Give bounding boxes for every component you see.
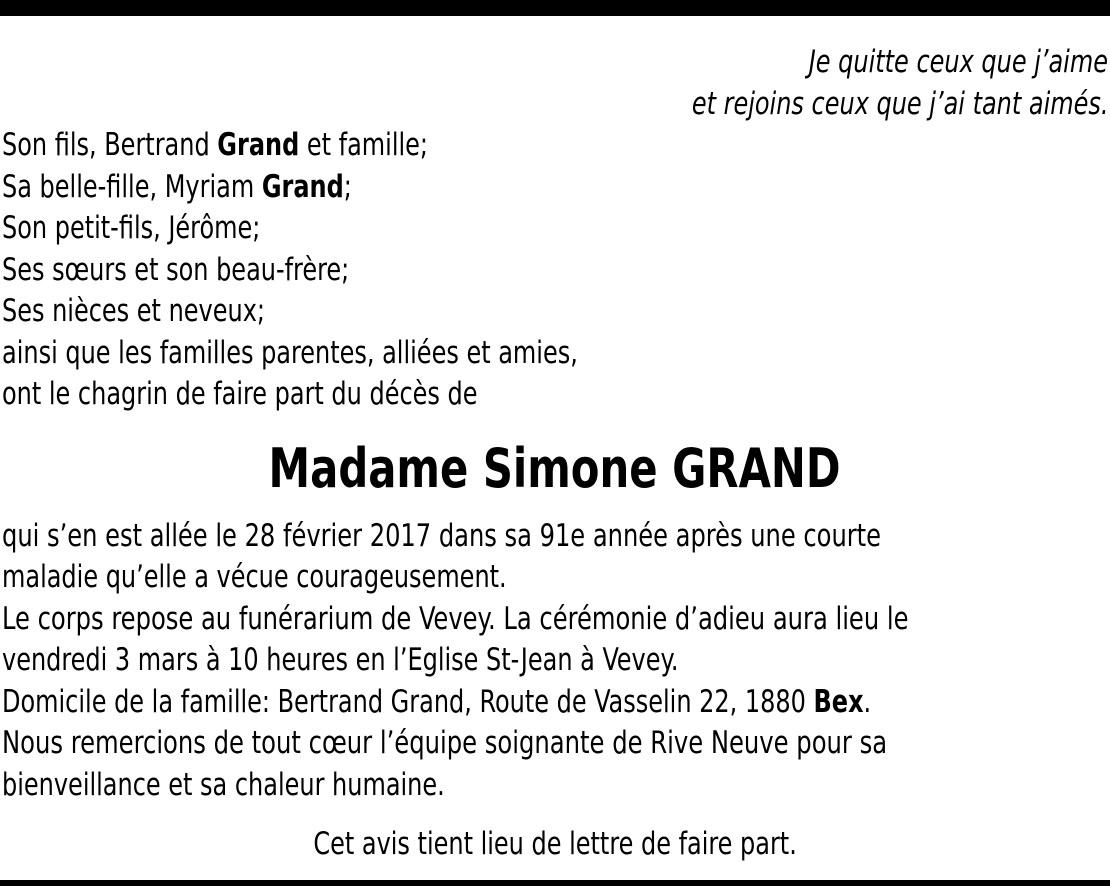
body-text: maladie qu’elle a vécue courageusement.: [2, 559, 507, 595]
mourner-line: [2, 333, 1108, 375]
mourner-text: ;: [343, 168, 352, 205]
mourner-text: Son petit-fils, Jérôme;: [2, 210, 261, 246]
epigraph-line: et rejoins ceux que j’ai tant aimés.: [691, 85, 1108, 122]
family-name: Grand: [217, 127, 300, 163]
town-name: Bex: [813, 683, 864, 720]
mourner-text: ainsi que les familles parentes, alliées et amies,: [2, 334, 578, 371]
body-line: [2, 682, 1108, 724]
epigraph: [2, 42, 1108, 125]
obituary-notice: [2, 42, 1108, 866]
deceased-name: Madame Simone GRAND: [268, 436, 842, 500]
body-text: bienveillance et sa chaleur humaine.: [2, 766, 445, 803]
epigraph-line: Je quitte ceux que j’aime: [808, 44, 1108, 80]
mourner-text: Ses nièces et neveux;: [2, 293, 265, 329]
body-line: [2, 723, 1108, 765]
body-line: [2, 557, 1108, 599]
mourner-text: Sa belle-fille, Myriam: [2, 168, 262, 205]
notice-body: [2, 516, 1108, 807]
mourners-list: [2, 125, 1108, 416]
closing-note: [2, 824, 1108, 866]
mourner-line: [2, 167, 1108, 209]
body-text: qui s’en est allée le 28 février 2017 dans sa 91e année après une courte: [2, 517, 882, 554]
deceased-name-heading: [2, 436, 1108, 500]
bottom-border-bar: [0, 880, 1110, 886]
mourner-line: [2, 374, 1108, 416]
mourner-text: ont le chagrin de faire part du décès de: [2, 376, 478, 412]
mourner-line: [2, 250, 1108, 292]
body-line: [2, 765, 1108, 807]
mourner-text: Son fils, Bertrand: [2, 127, 218, 163]
body-text: .: [863, 683, 872, 720]
mourner-line: [2, 208, 1108, 250]
body-line: [2, 516, 1108, 558]
mourner-line: [2, 125, 1108, 167]
mourner-text: et famille;: [299, 127, 428, 163]
mourner-text: Ses sœurs et son beau-frère;: [2, 251, 350, 288]
family-name: Grand: [261, 168, 344, 205]
mourner-line: [2, 291, 1108, 333]
closing-text: Cet avis tient lieu de lettre de faire part.: [313, 826, 797, 862]
body-text: Le corps repose au funérarium de Vevey. La cérémonie d’adieu aura lieu le: [2, 600, 909, 637]
body-line: [2, 640, 1108, 682]
top-border-bar: [0, 0, 1110, 16]
body-text: Nous remercions de tout cœur l’équipe soignante de Rive Neuve pour sa: [2, 725, 888, 761]
body-line: [2, 599, 1108, 641]
body-text: Domicile de la famille: Bertrand Grand, Route de Vasselin 22, 1880: [2, 683, 814, 720]
body-text: vendredi 3 mars à 10 heures en l’Eglise St-Jean à Vevey.: [2, 642, 679, 678]
